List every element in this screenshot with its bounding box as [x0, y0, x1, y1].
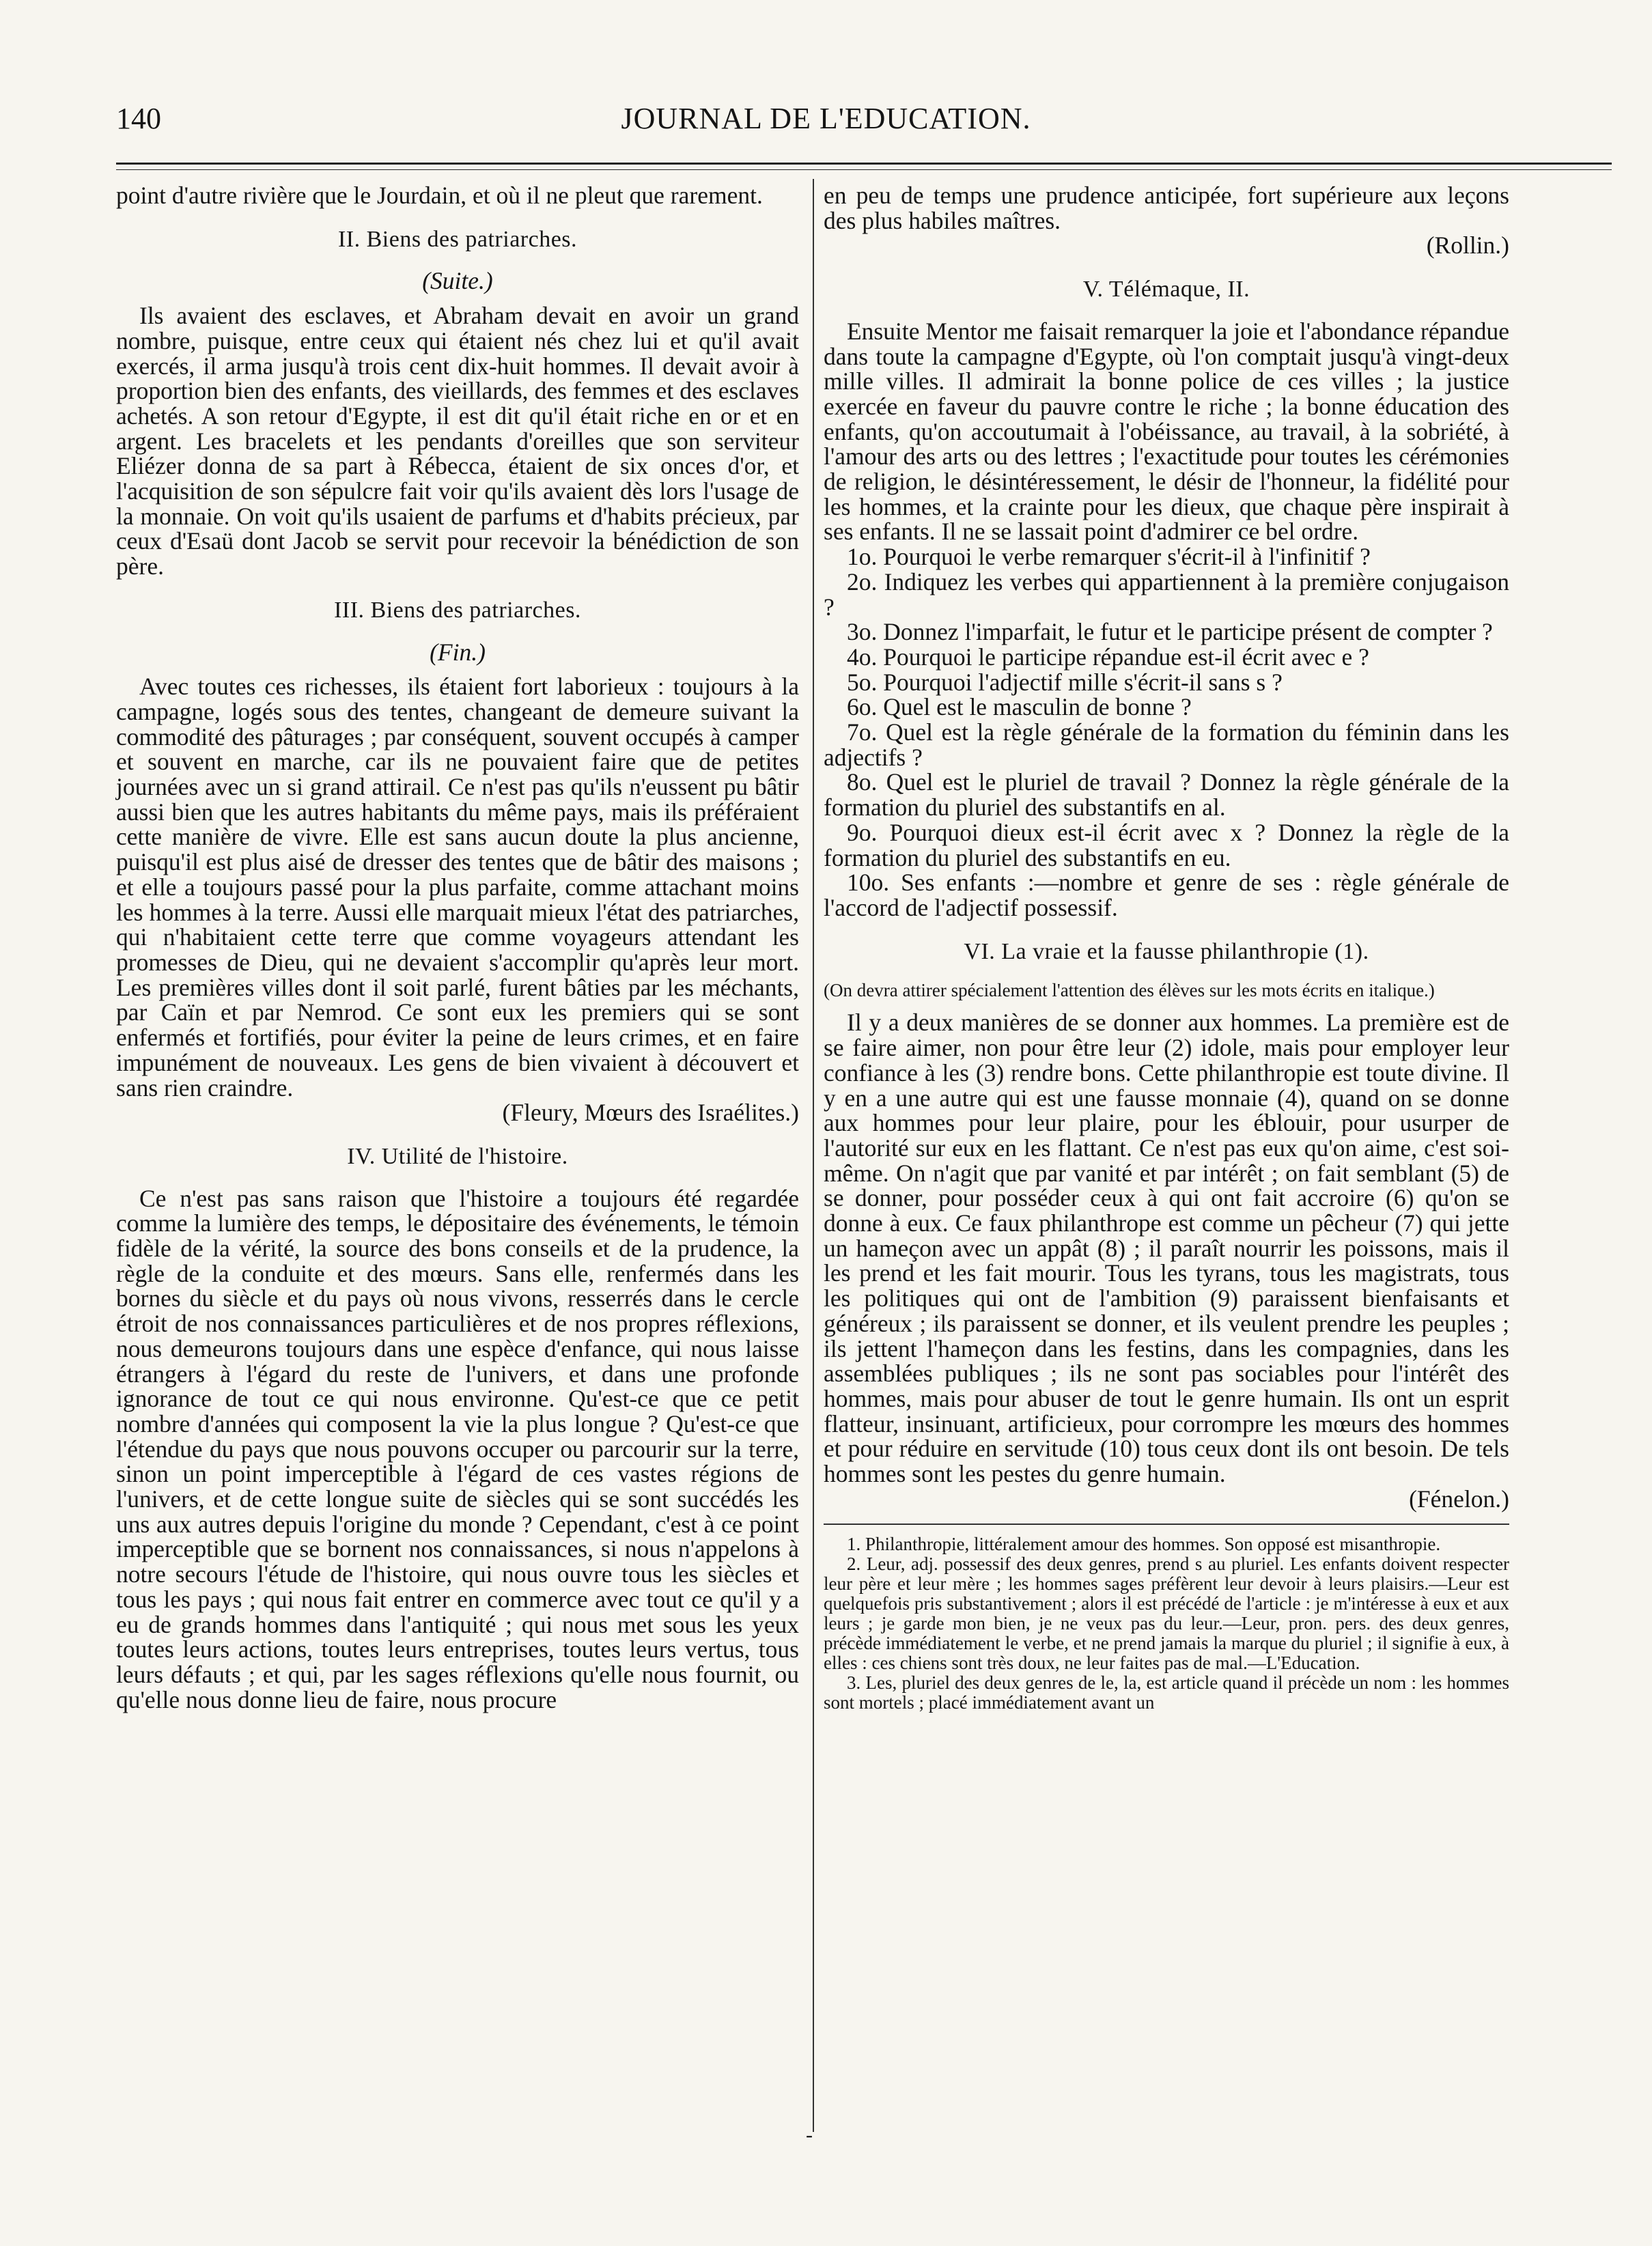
question-item: 6o. Quel est le masculin de bonne ?: [847, 693, 1192, 721]
right-continuation-attribution: (Rollin.): [1426, 231, 1509, 259]
question-item: 1o. Pourquoi le verbe remarquer s'écrit-il à l'infinitif ?: [847, 543, 1371, 571]
question-item: 10o. Ses enfants :—nombre et genre de ses : règle générale de l'accord de l'adjectif possessif.: [824, 869, 1509, 921]
section-vi-attribution: (Fénelon.): [1409, 1485, 1509, 1513]
left-column: [116, 183, 799, 1712]
footnote-item: 3. Les, pluriel des deux genres de le, la, est article quand il précède un nom : les hommes sont mortels ; placé immédiatement avant un: [824, 1672, 1509, 1713]
left-continuation: point d'autre rivière que le Jourdain, et où il ne pleut que rarement.: [116, 182, 763, 209]
question-item: 4o. Pourquoi le participe répandue est-il écrit avec e ?: [847, 643, 1369, 671]
section-v-body: Ensuite Mentor me faisait remarquer la joie et l'abondance répandue dans toute la campagne d'Egypte, où l'on comptait jusqu'à vingt-deux mille villes. Il admirait la bonne police de ces villes ; la justice exercée en faveur du pauvre contre le riche ; la bonne éducation des enfants, qu'on accoutumait à l'obéissance, au travail, à la sobriété, à l'amour des arts ou des lettres ; l'exactitude pour toutes les cérémonies de religion, le désintéressement, le désir de l'honneur, la fidélité pour les hommes, et la crainte pour les dieux, que chaque père inspirait à ses enfants. Il ne se lassait point d'admirer ce bel ordre.: [824, 317, 1509, 546]
header-rule-thin: [116, 169, 1612, 170]
section-iv-title: IV. Utilité de l'histoire.: [347, 1143, 568, 1169]
section-vi-body: Il y a deux manières de se donner aux hommes. La première est de se faire aimer, non pour être leur (2) idole, mais pour employer leur confiance à les (3) rendre bons. Cette philanthropie est toute divine. Il y en a une autre qui est une fausse monnaie (4), quand on se donne aux hommes pour leur plaire, pour les éblouir, pour usurper de l'autorité sur eux en les flattant. Ce n'est pas eux qu'on aime, c'est soi-même. On n'agit que par vanité et par intérêt ; on fait semblant (5) de se donner, pour posséder ceux à qui ont fait accroire (6) qu'on se donne à eux. Ce faux philanthrope est comme un pêcheur (7) qui jette un hameçon avec un appât (8) ; il paraît nourrir les poissons, mais il les prend et les fait mourir. Tous les tyrans, tous les magistrats, tous les politiques qui ont de l'ambition (9) paraissent bienfaisants et généreux ; ils paraissent se donner, et ils veulent prendre les peuples ; ils jettent l'hameçon dans les festins, dans les compagnies, dans les assemblées publiques ; ils ne sont pas sociables pour l'intérêt des hommes, mais pour abuser de tout le genre humain. Ils ont un esprit flatteur, insinuant, artificieux, pour corrompre les mœurs des hommes et pour réduire en servitude (10) tous ceux dont ils ont besoin. De tels hommes sont les pestes du genre humain.: [824, 1009, 1509, 1488]
question-item: 3o. Donnez l'imparfait, le futur et le participe présent de compter ?: [847, 618, 1493, 646]
question-item: 7o. Quel est la règle générale de la formation du féminin dans les adjectifs ?: [824, 718, 1509, 771]
footnote-item: 2. Leur, adj. possessif des deux genres, prend s au pluriel. Les enfants doivent respecter leur père et leur mère ; les hommes sages préfèrent leur devoir à leurs plaisirs.—Leur est quelquefois pris substantivement ; alors il est précédé de l'article : je m'intéresse à eux et aux leurs ; je garde mon bien, je ne veux pas du leur.—Leur, pron. pers. des deux genres, précède immédiatement le verbe, et ne prend jamais la marque du pluriel ; il signifie à eux, à elles : ces chiens sont très doux, ne leur faites pas de mal.—L'Education.: [824, 1554, 1509, 1674]
section-ii-body: Ils avaient des esclaves, et Abraham devait en avoir un grand nombre, puisque, entre ceux qui étaient nés chez lui et qu'il avait exercés, il arma jusqu'à trois cent dix-huit hommes. Il devait avoir à proportion bien des enfants, des vieillards, des femmes et des esclaves achetés. A son retour d'Egypte, il est dit qu'il était riche en or et en argent. Les bracelets et les pendants d'oreilles que son serviteur Eliézer donna de sa part à Rébecca, étaient de six onces d'or, et l'acquisition de son sépulcre fait voir qu'ils avaient dès lors l'usage de la monnaie. On voit qu'ils usaient de parfums et d'habits précieux, par ceux d'Esaü dont Jacob se servit pour recevoir la bénédiction de son père.: [116, 302, 799, 580]
header-rule: [116, 163, 1612, 165]
section-iii-title: III. Biens des patriarches.: [334, 597, 581, 623]
page-number: 140: [116, 102, 161, 135]
question-item: 9o. Pourquoi dieux est-il écrit avec x ? Donnez la règle de la formation du pluriel des substantifs en eu.: [824, 818, 1509, 871]
section-vi-title: VI. La vraie et la fausse philanthropie (1).: [964, 938, 1369, 964]
section-ii-subtitle: (Suite.): [422, 267, 493, 295]
footnote-item: 1. Philanthropie, littéralement amour des hommes. Son opposé est misanthropie.: [847, 1534, 1441, 1555]
section-iii-body: Avec toutes ces richesses, ils étaient fort laborieux : toujours à la campagne, logés sous des tentes, changeant de demeure suivant la commodité des pâturages ; par conséquent, souvent occupés à camper et souvent en marche, car ils ne pouvaient faire que de petites journées avec un si grand attirail. Ce n'est pas qu'ils n'eussent pu bâtir aussi bien que les autres habitants du même pays, mais ils préféraient cette manière de vivre. Elle est sans aucun doute la plus ancienne, puisqu'il est plus aisé de dresser des tentes que de bâtir des maisons ; et elle a toujours passé pour la plus parfaite, comme attachant moins les hommes à la terre. Aussi elle marquait mieux l'état des patriarches, qui n'habitaient cette terre que comme voyageurs attendant les promesses de Dieu, qui ne devaient s'accomplir qu'après leur mort. Les premières villes dont il soit parlé, furent bâties par les méchants, par Caïn et par Nemrod. Ce sont eux les premiers qui se sont enfermés et fortifiés, pour éviter la peine de leurs crimes, et en faire impunément de nouveaux. Les gens de bien vivaient à découvert et sans rien craindre.: [116, 673, 799, 1101]
question-item: 8o. Quel est le pluriel de travail ? Donnez la règle générale de la formation du pluriel des substantifs en al.: [824, 768, 1509, 822]
section-v-title: V. Télémaque, II.: [1082, 277, 1250, 303]
section-ii-title: II. Biens des patriarches.: [337, 226, 578, 252]
right-column: [824, 183, 1509, 1713]
section-vi-note: (On devra attirer spécialement l'attention des élèves sur les mots écrits en italique.): [824, 980, 1435, 1001]
footnote-rule: [824, 1524, 1509, 1525]
question-item: 5o. Pourquoi l'adjectif mille s'écrit-il sans s ?: [847, 668, 1283, 696]
section-iii-attribution: (Fleury, Mœurs des Israélites.): [502, 1099, 799, 1127]
section-iv-body: Ce n'est pas sans raison que l'histoire a toujours été regardée comme la lumière des temps, le dépositaire des événements, le témoin fidèle de la vérité, la source des bons conseils et de la prudence, la règle de la conduite et des mœurs. Sans elle, renfermés dans les bornes du siècle et du pays où nous vivons, resserrés dans le cercle étroit de nos connaissances particulières et de nos propres réflexions, nous demeurons toujours dans une espèce d'enfance, qui nous laisse étrangers à l'égard du reste de l'univers, et dans une profonde ignorance de tout ce qui nous environne. Qu'est-ce que ce petit nombre d'années qui composent la vie la plus longue ? Qu'est-ce que l'étendue du pays que nous pouvons occuper ou parcourir sur la terre, sinon un point imperceptible à l'égard de ces vastes régions de l'univers, et de cette longue suite de siècles qui se sont succédés les uns aux autres depuis l'origine du monde ? Cependant, c'est à ce point imperceptible que se bornent nos connaissances, si nous n'appelons à notre secours l'étude de l'histoire, qui nous ouvre tous les siècles et tous les pays ; qui nous fait entrer en commerce avec tout ce qu'il y a eu de grands hommes dans l'antiquité ; qui nous met sous les yeux toutes leurs actions, toutes leurs entreprises, toutes leurs vertus, tous leurs défauts ; et qui, par les sages réflexions qu'elle nous fournit, ou qu'elle nous donne lieu de faire, nous procure: [116, 1184, 799, 1713]
question-item: 2o. Indiquez les verbes qui appartiennent à la première conjugaison ?: [824, 567, 1509, 621]
running-head: JOURNAL DE L'EDUCATION.: [621, 102, 1031, 135]
signature-mark: -: [806, 2124, 813, 2146]
column-divider: [813, 179, 814, 2132]
section-iii-subtitle: (Fin.): [430, 638, 486, 666]
right-continuation: en peu de temps une prudence anticipée, fort supérieure aux leçons des plus habiles maîtres.: [824, 182, 1509, 234]
